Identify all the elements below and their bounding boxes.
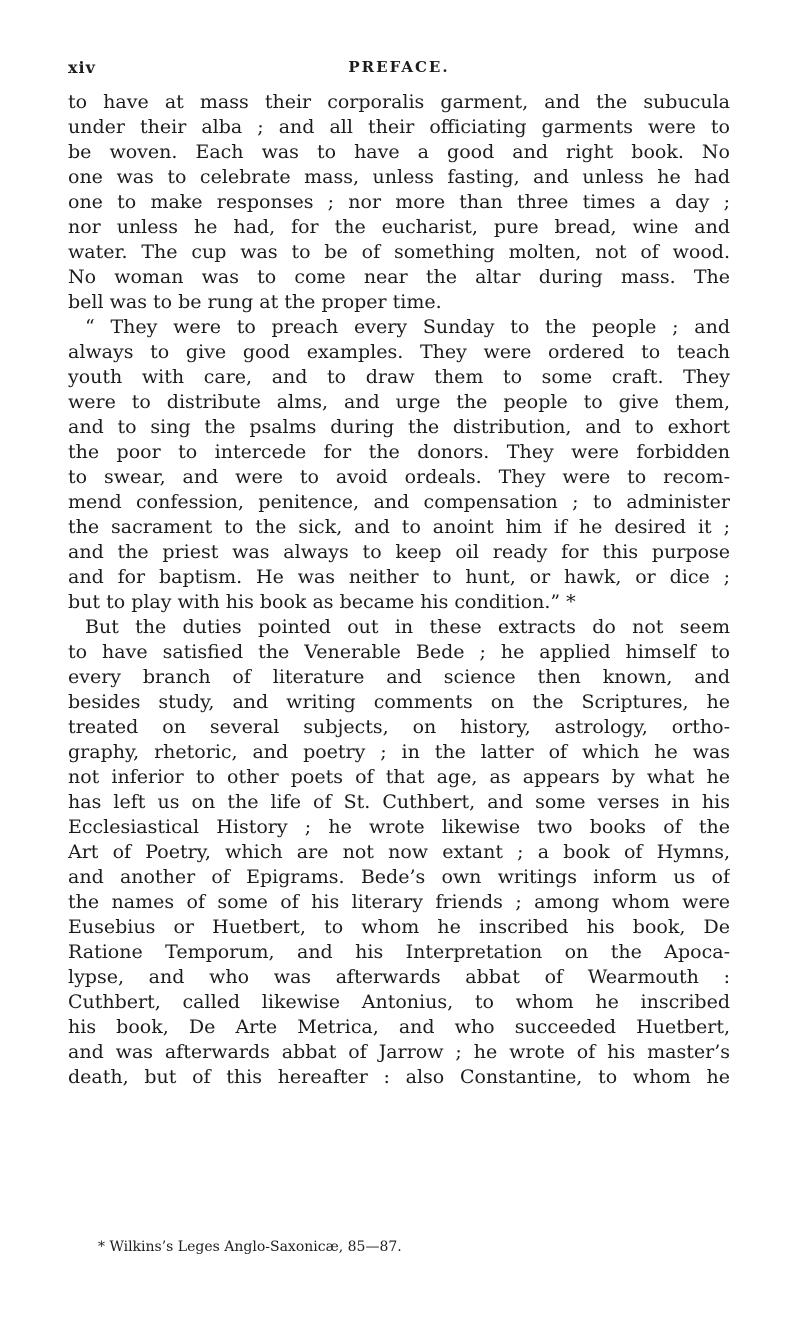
text-line: “ They were to preach every Sunday to the people ; and bbox=[85, 316, 730, 338]
text-line: under their alba ; and all their officiating garments were to bbox=[68, 116, 730, 138]
text-line: always to give good examples. They were ordered to teach bbox=[68, 341, 730, 363]
text-line: Ratione Temporum, and his Interpretation on the Apoca- bbox=[68, 941, 730, 963]
text-line: were to distribute alms, and urge the people to give them, bbox=[68, 391, 730, 413]
text-line: water. The cup was to be of something molten, not of wood. bbox=[68, 241, 730, 263]
text-line: and to sing the psalms during the distribution, and to exhort bbox=[68, 416, 730, 438]
text-line: and for baptism. He was neither to hunt, or hawk, or dice ; bbox=[68, 566, 730, 588]
text-line: death, but of this hereafter : also Constantine, to whom he bbox=[68, 1066, 730, 1088]
text-line: not inferior to other poets of that age, as appears by what he bbox=[68, 766, 730, 788]
text-line: graphy, rhetoric, and poetry ; in the latter of which he was bbox=[68, 741, 730, 763]
text-line: but to play with his book as became his condition.” * bbox=[68, 591, 576, 613]
text-line: Ecclesiastical History ; he wrote likewise two books of the bbox=[68, 816, 730, 838]
book-page bbox=[68, 0, 730, 1318]
text-line: and the priest was always to keep oil ready for this purpose bbox=[68, 541, 730, 563]
text-line: and was afterwards abbat of Jarrow ; he wrote of his master’s bbox=[68, 1041, 730, 1063]
text-line: nor unless he had, for the eucharist, pure bread, wine and bbox=[68, 216, 730, 238]
text-line: his book, De Arte Metrica, and who succeeded Huetbert, bbox=[68, 1016, 730, 1038]
text-line: to have satisfied the Venerable Bede ; he applied himself to bbox=[68, 641, 730, 663]
text-line: has left us on the life of St. Cuthbert, and some verses in his bbox=[68, 791, 730, 813]
text-line: mend confession, penitence, and compensation ; to administer bbox=[68, 491, 730, 513]
footnote: * Wilkins’s Leges Anglo-Saxonicæ, 85—87. bbox=[98, 1239, 402, 1255]
text-line: But the duties pointed out in these extracts do not seem bbox=[85, 616, 730, 638]
text-line: every branch of literature and science then known, and bbox=[68, 666, 730, 688]
text-line: Eusebius or Huetbert, to whom he inscribed his book, De bbox=[68, 916, 730, 938]
page-number: xiv bbox=[68, 58, 96, 77]
text-line: to swear, and were to avoid ordeals. They were to recom- bbox=[68, 466, 730, 488]
text-line: Cuthbert, called likewise Antonius, to whom he inscribed bbox=[68, 991, 730, 1013]
running-title: PREFACE. bbox=[348, 58, 450, 76]
text-line: and another of Epigrams. Bede’s own writings inform us of bbox=[68, 866, 730, 888]
text-line: treated on several subjects, on history, astrology, ortho- bbox=[68, 716, 730, 738]
text-line: besides study, and writing comments on the Scriptures, he bbox=[68, 691, 730, 713]
text-line: youth with care, and to draw them to some craft. They bbox=[68, 366, 730, 388]
text-line: lypse, and who was afterwards abbat of Wearmouth : bbox=[68, 966, 730, 988]
text-line: one was to celebrate mass, unless fasting, and unless he had bbox=[68, 166, 730, 188]
text-line: the sacrament to the sick, and to anoint him if he desired it ; bbox=[68, 516, 730, 538]
text-line: Art of Poetry, which are not now extant ; a book of Hymns, bbox=[68, 841, 730, 863]
text-line: No woman was to come near the altar during mass. The bbox=[68, 266, 730, 288]
text-line: the names of some of his literary friends ; among whom were bbox=[68, 891, 730, 913]
text-line: bell was to be rung at the proper time. bbox=[68, 291, 442, 313]
text-line: the poor to intercede for the donors. They were forbidden bbox=[68, 441, 730, 463]
text-line: be woven. Each was to have a good and right book. No bbox=[68, 141, 730, 163]
text-line: one to make responses ; nor more than three times a day ; bbox=[68, 191, 730, 213]
text-line: to have at mass their corporalis garment, and the subucula bbox=[68, 91, 730, 113]
body-text bbox=[68, 90, 730, 1090]
running-head bbox=[68, 58, 730, 82]
